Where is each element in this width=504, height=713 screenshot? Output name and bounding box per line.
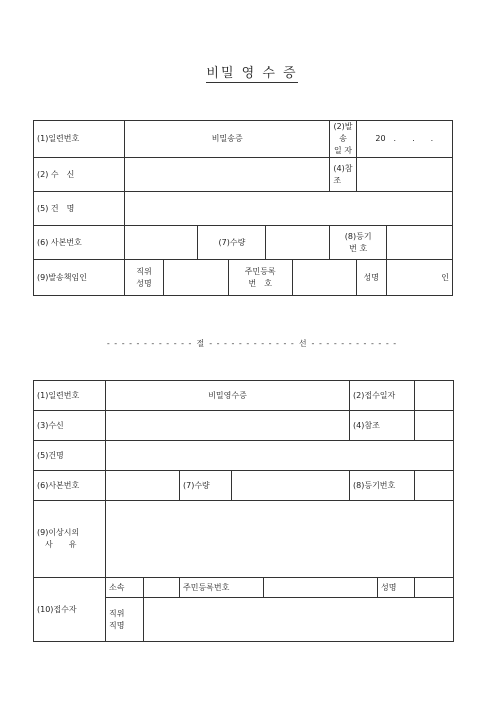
subject-field[interactable]	[125, 192, 453, 226]
stub-recipient-label: (3)수신	[34, 411, 106, 441]
receipt-form-table	[33, 120, 453, 296]
stub-copy-number-field[interactable]	[106, 471, 180, 501]
stub-position-label-line2: 직명	[109, 620, 125, 630]
stub-resident-id-field[interactable]	[264, 578, 378, 598]
cut-line-dashes-left: - - - - - - - - - - - -	[106, 339, 193, 348]
stub-row-serial	[34, 381, 454, 411]
serial-number-value[interactable]: 비밀송증	[125, 121, 330, 158]
registration-number-field[interactable]	[386, 226, 452, 260]
seal-mark: 인	[386, 260, 452, 296]
cut-line-dashes-right: - - - - - - - - - - - -	[311, 339, 398, 348]
anomaly-reason-label	[34, 501, 106, 578]
stub-recipient-field[interactable]	[106, 411, 350, 441]
cut-line-word-2: 선	[298, 339, 308, 348]
stub-row-copy	[34, 471, 454, 501]
send-date-label-line2: 일 자	[333, 146, 352, 155]
stub-quantity-label: (7)수량	[180, 471, 232, 501]
stub-row-subject	[34, 441, 454, 471]
receipt-row-serial	[34, 121, 453, 158]
receiver-label: (10)접수자	[34, 578, 106, 642]
copy-number-label: (6) 사본번호	[34, 226, 125, 260]
stub-row-recipient	[34, 411, 454, 441]
stub-position-field[interactable]	[144, 598, 454, 642]
copy-number-field[interactable]	[125, 226, 198, 260]
resident-id-label-line2: 번 호	[248, 278, 272, 288]
affiliation-label: 소속	[106, 578, 144, 598]
registration-number-label-line2: 번 호	[349, 243, 368, 253]
position-name-field[interactable]	[163, 260, 228, 296]
recipient-field[interactable]	[125, 158, 330, 192]
receipt-row-copy	[34, 226, 453, 260]
stub-quantity-field[interactable]	[232, 471, 350, 501]
stub-position-label-line1: 직위	[109, 608, 125, 618]
serial-number-label: (1)일련번호	[34, 121, 125, 158]
resident-id-label-line1: 주민등록	[244, 266, 276, 276]
subject-label: (5) 건 명	[34, 192, 125, 226]
cut-line	[100, 338, 404, 349]
stub-serial-number-value[interactable]: 비밀영수증	[106, 381, 350, 411]
receipt-row-subject	[34, 192, 453, 226]
stub-resident-id-label: 주민등록번호	[180, 578, 264, 598]
cut-line-dashes-middle: - - - - - - - - - - - -	[209, 339, 295, 348]
stub-name-field[interactable]	[415, 578, 454, 598]
receipt-date-field[interactable]	[415, 381, 454, 411]
cut-line-word-1: 절	[196, 339, 206, 348]
receipt-date-label: (2)접수일자	[350, 381, 415, 411]
receipt-row-officer	[34, 260, 453, 296]
affiliation-field[interactable]	[144, 578, 180, 598]
registration-number-label-line1: (8)등기	[344, 231, 372, 241]
quantity-field[interactable]	[266, 226, 330, 260]
stub-reference-label: (4)참조	[350, 411, 415, 441]
stub-name-label: 성명	[378, 578, 415, 598]
quantity-label: (7)수량	[198, 226, 266, 260]
stub-row-receiver-info	[34, 578, 454, 598]
page-title-text: 비밀 영 수 증	[206, 66, 298, 81]
anomaly-reason-label-line2: 사 유	[45, 540, 77, 549]
recipient-label: (2) 수 신	[34, 158, 125, 192]
send-date-label-line1: (2)발 송	[333, 122, 353, 143]
stub-registration-number-label: (8)등기번호	[350, 471, 415, 501]
stub-row-anomaly	[34, 501, 454, 578]
send-date-label	[330, 121, 356, 158]
position-label: 직위	[136, 266, 152, 276]
name-sublabel: 성명	[136, 278, 152, 288]
anomaly-reason-label-line1: (9)이상시의	[37, 528, 80, 537]
stub-serial-number-label: (1)일련번호	[34, 381, 106, 411]
resident-id-label	[228, 260, 292, 296]
stub-subject-label: (5)건명	[34, 441, 106, 471]
stub-form-table	[33, 380, 454, 642]
stub-reference-field[interactable]	[415, 411, 454, 441]
reference-field[interactable]	[356, 158, 452, 192]
stub-copy-number-label: (6)사본번호	[34, 471, 106, 501]
position-name-label	[125, 260, 164, 296]
stub-position-label	[106, 598, 144, 642]
send-date-value[interactable]: 20 . . .	[356, 121, 452, 158]
stub-subject-field[interactable]	[106, 441, 454, 471]
officer-name-label: 성명	[356, 260, 386, 296]
reference-label: (4)참 조	[330, 158, 356, 192]
registration-number-label	[330, 226, 387, 260]
anomaly-reason-field[interactable]	[106, 501, 454, 578]
page-title	[0, 62, 504, 81]
resident-id-field[interactable]	[292, 260, 356, 296]
sending-officer-label: (9)발송책임인	[34, 260, 125, 296]
stub-registration-number-field[interactable]	[415, 471, 454, 501]
receipt-row-recipient	[34, 158, 453, 192]
